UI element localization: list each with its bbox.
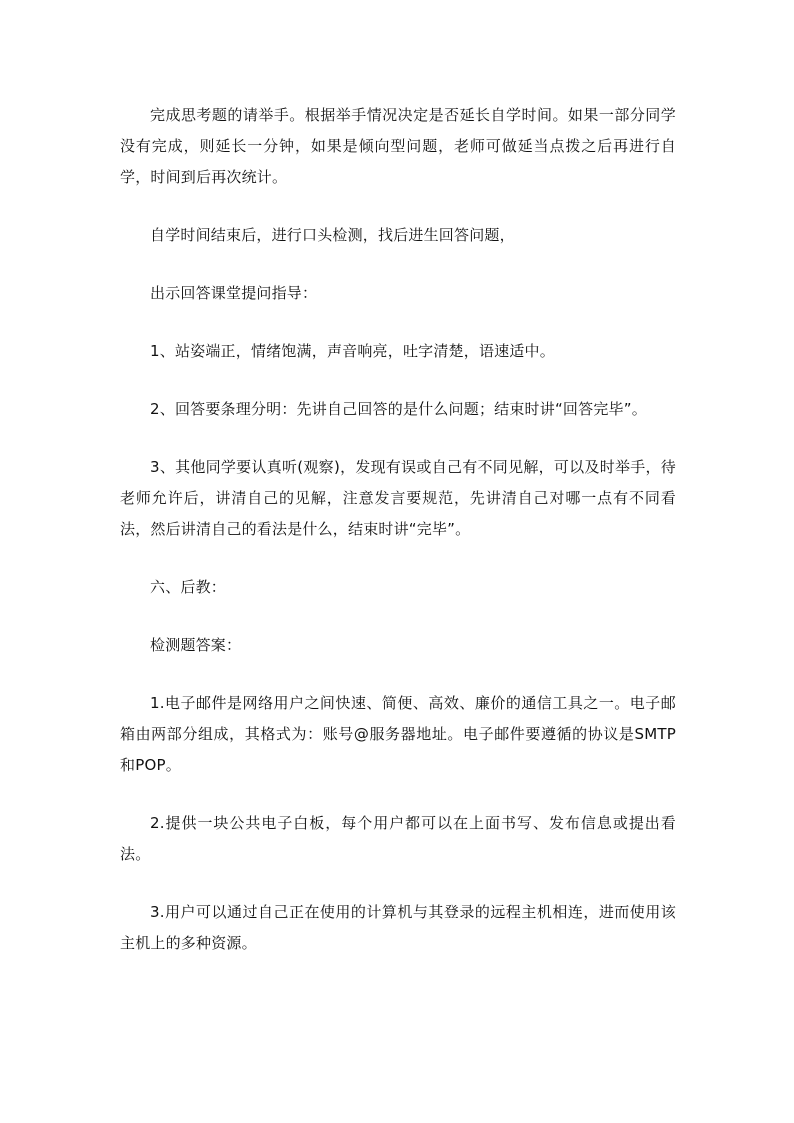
paragraph-guidance-item-3: 3、其他同学要认真听(观察)，发现有误或自己有不同见解，可以及时举手，待老师允许后，讲清自己的见解，注意发言要规范，先讲清自己对哪一点有不同看法，然后讲清自己的看法是什么，结束时讲“完毕”。: [120, 458, 676, 538]
paragraph-answers-heading: 检测题答案：: [150, 636, 242, 654]
paragraph-answer-guidance-heading: 出示回答课堂提问指导：: [150, 284, 318, 302]
document-body: [120, 100, 676, 986]
paragraph-answer-1: 1.电子邮件是网络用户之间快速、简便、高效、廉价的通信工具之一。电子邮箱由两部分组成，其格式为：账号@服务器地址。电子邮件要遵循的协议是SMTP和POP。: [120, 694, 676, 774]
paragraph-answer-2: 2.提供一块公共电子白板，每个用户都可以在上面书写、发布信息或提出看法。: [120, 814, 676, 863]
section-heading-post-teaching: 六、后教：: [150, 578, 227, 596]
paragraph-guidance-item-1: 1、站姿端正，情绪饱满，声音响亮，吐字清楚，语速适中。: [150, 342, 555, 360]
paragraph-oral-test: 自学时间结束后，进行口头检测，找后进生回答问题，: [150, 226, 515, 244]
paragraph-answer-3: 3.用户可以通过自己正在使用的计算机与其登录的远程主机相连，进而使用该主机上的多种资源。: [120, 903, 676, 952]
paragraph-self-study-check: 完成思考题的请举手。根据举手情况决定是否延长自学时间。如果一部分同学没有完成，则延长一分钟，如果是倾向型问题，老师可做延当点拨之后再进行自学，时间到后再次统计。: [120, 106, 676, 186]
paragraph-guidance-item-2: 2、回答要条理分明：先讲自己回答的是什么问题；结束时讲“回答完毕”。: [150, 400, 647, 418]
